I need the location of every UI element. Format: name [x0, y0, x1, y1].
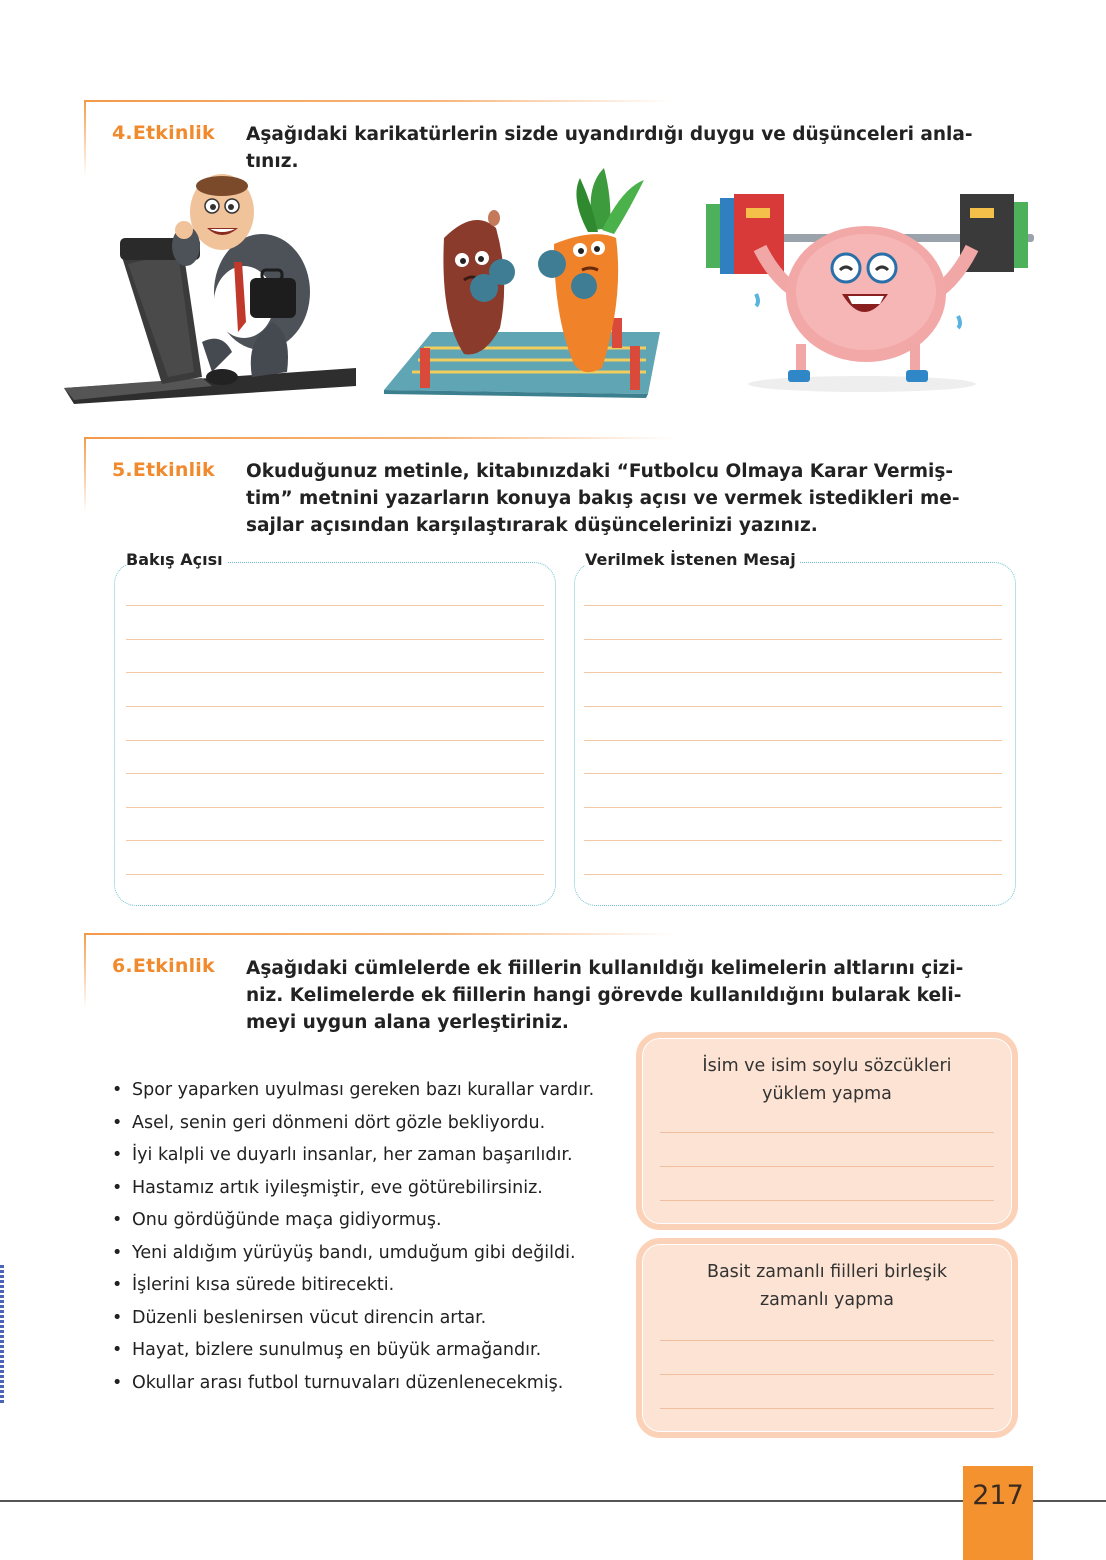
- message-writing-box[interactable]: [574, 562, 1016, 906]
- sentence-text: Hayat, bizlere sunulmuş en büyük armağandır.: [132, 1340, 542, 1360]
- writing-line[interactable]: [584, 773, 1002, 774]
- activity-4-header-bracket: [84, 100, 86, 176]
- activity-5-header-bracket: [84, 437, 86, 513]
- answer-box-title-line: zamanlı yapma: [759, 1290, 895, 1310]
- answer-box-compound-tense[interactable]: [636, 1238, 1018, 1438]
- writing-line[interactable]: [126, 706, 544, 707]
- answer-line[interactable]: [660, 1408, 994, 1409]
- sentence-text: Asel, senin geri dönmeni dört gözle bekliyordu.: [132, 1112, 546, 1133]
- sentence-text: Düzenli beslenirsen vücut direncin artar.: [132, 1307, 487, 1328]
- activity-5-label: 5.Etkinlik: [112, 459, 215, 481]
- answer-box-noun-predicate[interactable]: [636, 1032, 1018, 1230]
- activity-6-instruction-line: Aşağıdaki cümlelerde ek fiillerin kullanıldığı kelimelerin altlarını çizi-: [246, 958, 964, 979]
- writing-line[interactable]: [126, 807, 544, 808]
- bullet: •: [112, 1372, 123, 1393]
- bullet: •: [112, 1145, 123, 1165]
- writing-line[interactable]: [126, 639, 544, 640]
- activity-4-header-rule: [84, 100, 674, 102]
- footer-rule: [0, 1500, 1106, 1502]
- activity-6-header-bracket: [84, 933, 86, 1009]
- answer-box-title-line: yüklem yapma: [762, 1084, 892, 1104]
- list-item[interactable]: [112, 1204, 594, 1237]
- writing-line[interactable]: [584, 874, 1002, 875]
- sentence-text: Okullar arası futbol turnuvaları düzenlenecekmiş.: [132, 1372, 564, 1393]
- answer-line[interactable]: [660, 1340, 994, 1341]
- sentence-text: İşlerini kısa sürede bitirecekti.: [132, 1275, 395, 1295]
- bullet: •: [112, 1242, 123, 1263]
- sentence-text: Spor yaparken uyulması gereken bazı kurallar vardır.: [132, 1080, 595, 1100]
- brain-lifting-books-icon: [690, 184, 1040, 394]
- writing-line[interactable]: [584, 840, 1002, 841]
- sentence-text: Onu gördüğünde maça gidiyormuş.: [132, 1210, 442, 1230]
- activity-4-instruction: [246, 121, 986, 175]
- activity-6-header-rule: [84, 933, 674, 935]
- message-box-title: Verilmek İstenen Mesaj: [585, 550, 800, 569]
- activity-4-instruction-line: Aşağıdaki karikatürlerin sizde uyandırdığı duygu ve düşünceleri anla-: [246, 124, 973, 145]
- activity-6-label: 6.Etkinlik: [112, 955, 215, 977]
- answer-box-title-line: İsim ve isim soylu sözcükleri: [702, 1056, 952, 1076]
- writing-line[interactable]: [126, 740, 544, 741]
- sentence-text: İyi kalpli ve duyarlı insanlar, her zaman başarılıdır.: [132, 1145, 573, 1165]
- list-item[interactable]: [112, 1074, 594, 1107]
- bullet: •: [112, 1340, 123, 1360]
- bullet: •: [112, 1112, 123, 1133]
- activity-5-instruction-line: Okuduğunuz metinle, kitabınızdaki “Futbolcu Olmaya Karar Vermiş-: [246, 461, 954, 482]
- activity-5-header-rule: [84, 437, 674, 439]
- answer-line[interactable]: [660, 1166, 994, 1167]
- answer-box-title-line: Basit zamanlı fiilleri birleşik: [706, 1262, 948, 1282]
- list-item[interactable]: [112, 1237, 594, 1270]
- page-number: 217: [972, 1480, 1024, 1511]
- writing-line[interactable]: [126, 672, 544, 673]
- writing-line[interactable]: [126, 874, 544, 875]
- writing-line[interactable]: [584, 605, 1002, 606]
- bullet: •: [112, 1307, 123, 1328]
- sentence-text: Hastamız artık iyileşmiştir, eve götürebilirsiniz.: [132, 1177, 543, 1198]
- list-item[interactable]: [112, 1172, 594, 1205]
- treadmill-businessman-icon: [62, 172, 356, 408]
- writing-line[interactable]: [584, 807, 1002, 808]
- bullet: •: [112, 1080, 123, 1100]
- activity-5-instruction: [246, 458, 972, 539]
- writing-line[interactable]: [584, 740, 1002, 741]
- writing-line[interactable]: [584, 672, 1002, 673]
- bullet: •: [112, 1177, 123, 1198]
- writing-line[interactable]: [126, 605, 544, 606]
- list-item[interactable]: [112, 1367, 594, 1400]
- perspective-box-title: Bakış Açısı: [126, 550, 227, 569]
- bullet: •: [112, 1275, 123, 1295]
- perspective-writing-box[interactable]: [114, 562, 556, 906]
- list-item[interactable]: [112, 1139, 594, 1172]
- activity-6-instruction: [246, 955, 980, 1036]
- list-item[interactable]: [112, 1269, 594, 1302]
- answer-line[interactable]: [660, 1132, 994, 1133]
- activity-6-instruction-line: niz. Kelimelerde ek fiillerin hangi görevde kullanıldığını bularak keli-: [246, 985, 962, 1006]
- activity-5-instruction-line: sajlar açısından karşılaştırarak düşüncelerinizi yazınız.: [246, 515, 818, 536]
- activity-4-label: 4.Etkinlik: [112, 122, 215, 144]
- answer-line[interactable]: [660, 1200, 994, 1201]
- answer-box-title: [642, 1258, 1012, 1314]
- writing-line[interactable]: [126, 840, 544, 841]
- bullet: •: [112, 1210, 123, 1230]
- edge-decoration: [0, 1265, 4, 1405]
- activity-4-instruction-line: tınız.: [246, 151, 299, 172]
- list-item[interactable]: [112, 1302, 594, 1335]
- sentence-text: Yeni aldığım yürüyüş bandı, umduğum gibi değildi.: [132, 1242, 576, 1263]
- list-item[interactable]: [112, 1334, 594, 1367]
- sentence-list: [112, 1074, 594, 1399]
- writing-line[interactable]: [584, 639, 1002, 640]
- activity-5-instruction-line: tim” metnini yazarların konuya bakış açısı ve vermek istedikleri me-: [246, 488, 960, 509]
- activity-6-instruction-line: meyi uygun alana yerleştiriniz.: [246, 1012, 569, 1033]
- writing-line[interactable]: [584, 706, 1002, 707]
- boxing-sausage-carrot-icon: [384, 168, 674, 398]
- answer-line[interactable]: [660, 1374, 994, 1375]
- answer-box-title: [642, 1052, 1012, 1108]
- list-item[interactable]: [112, 1107, 594, 1140]
- writing-line[interactable]: [126, 773, 544, 774]
